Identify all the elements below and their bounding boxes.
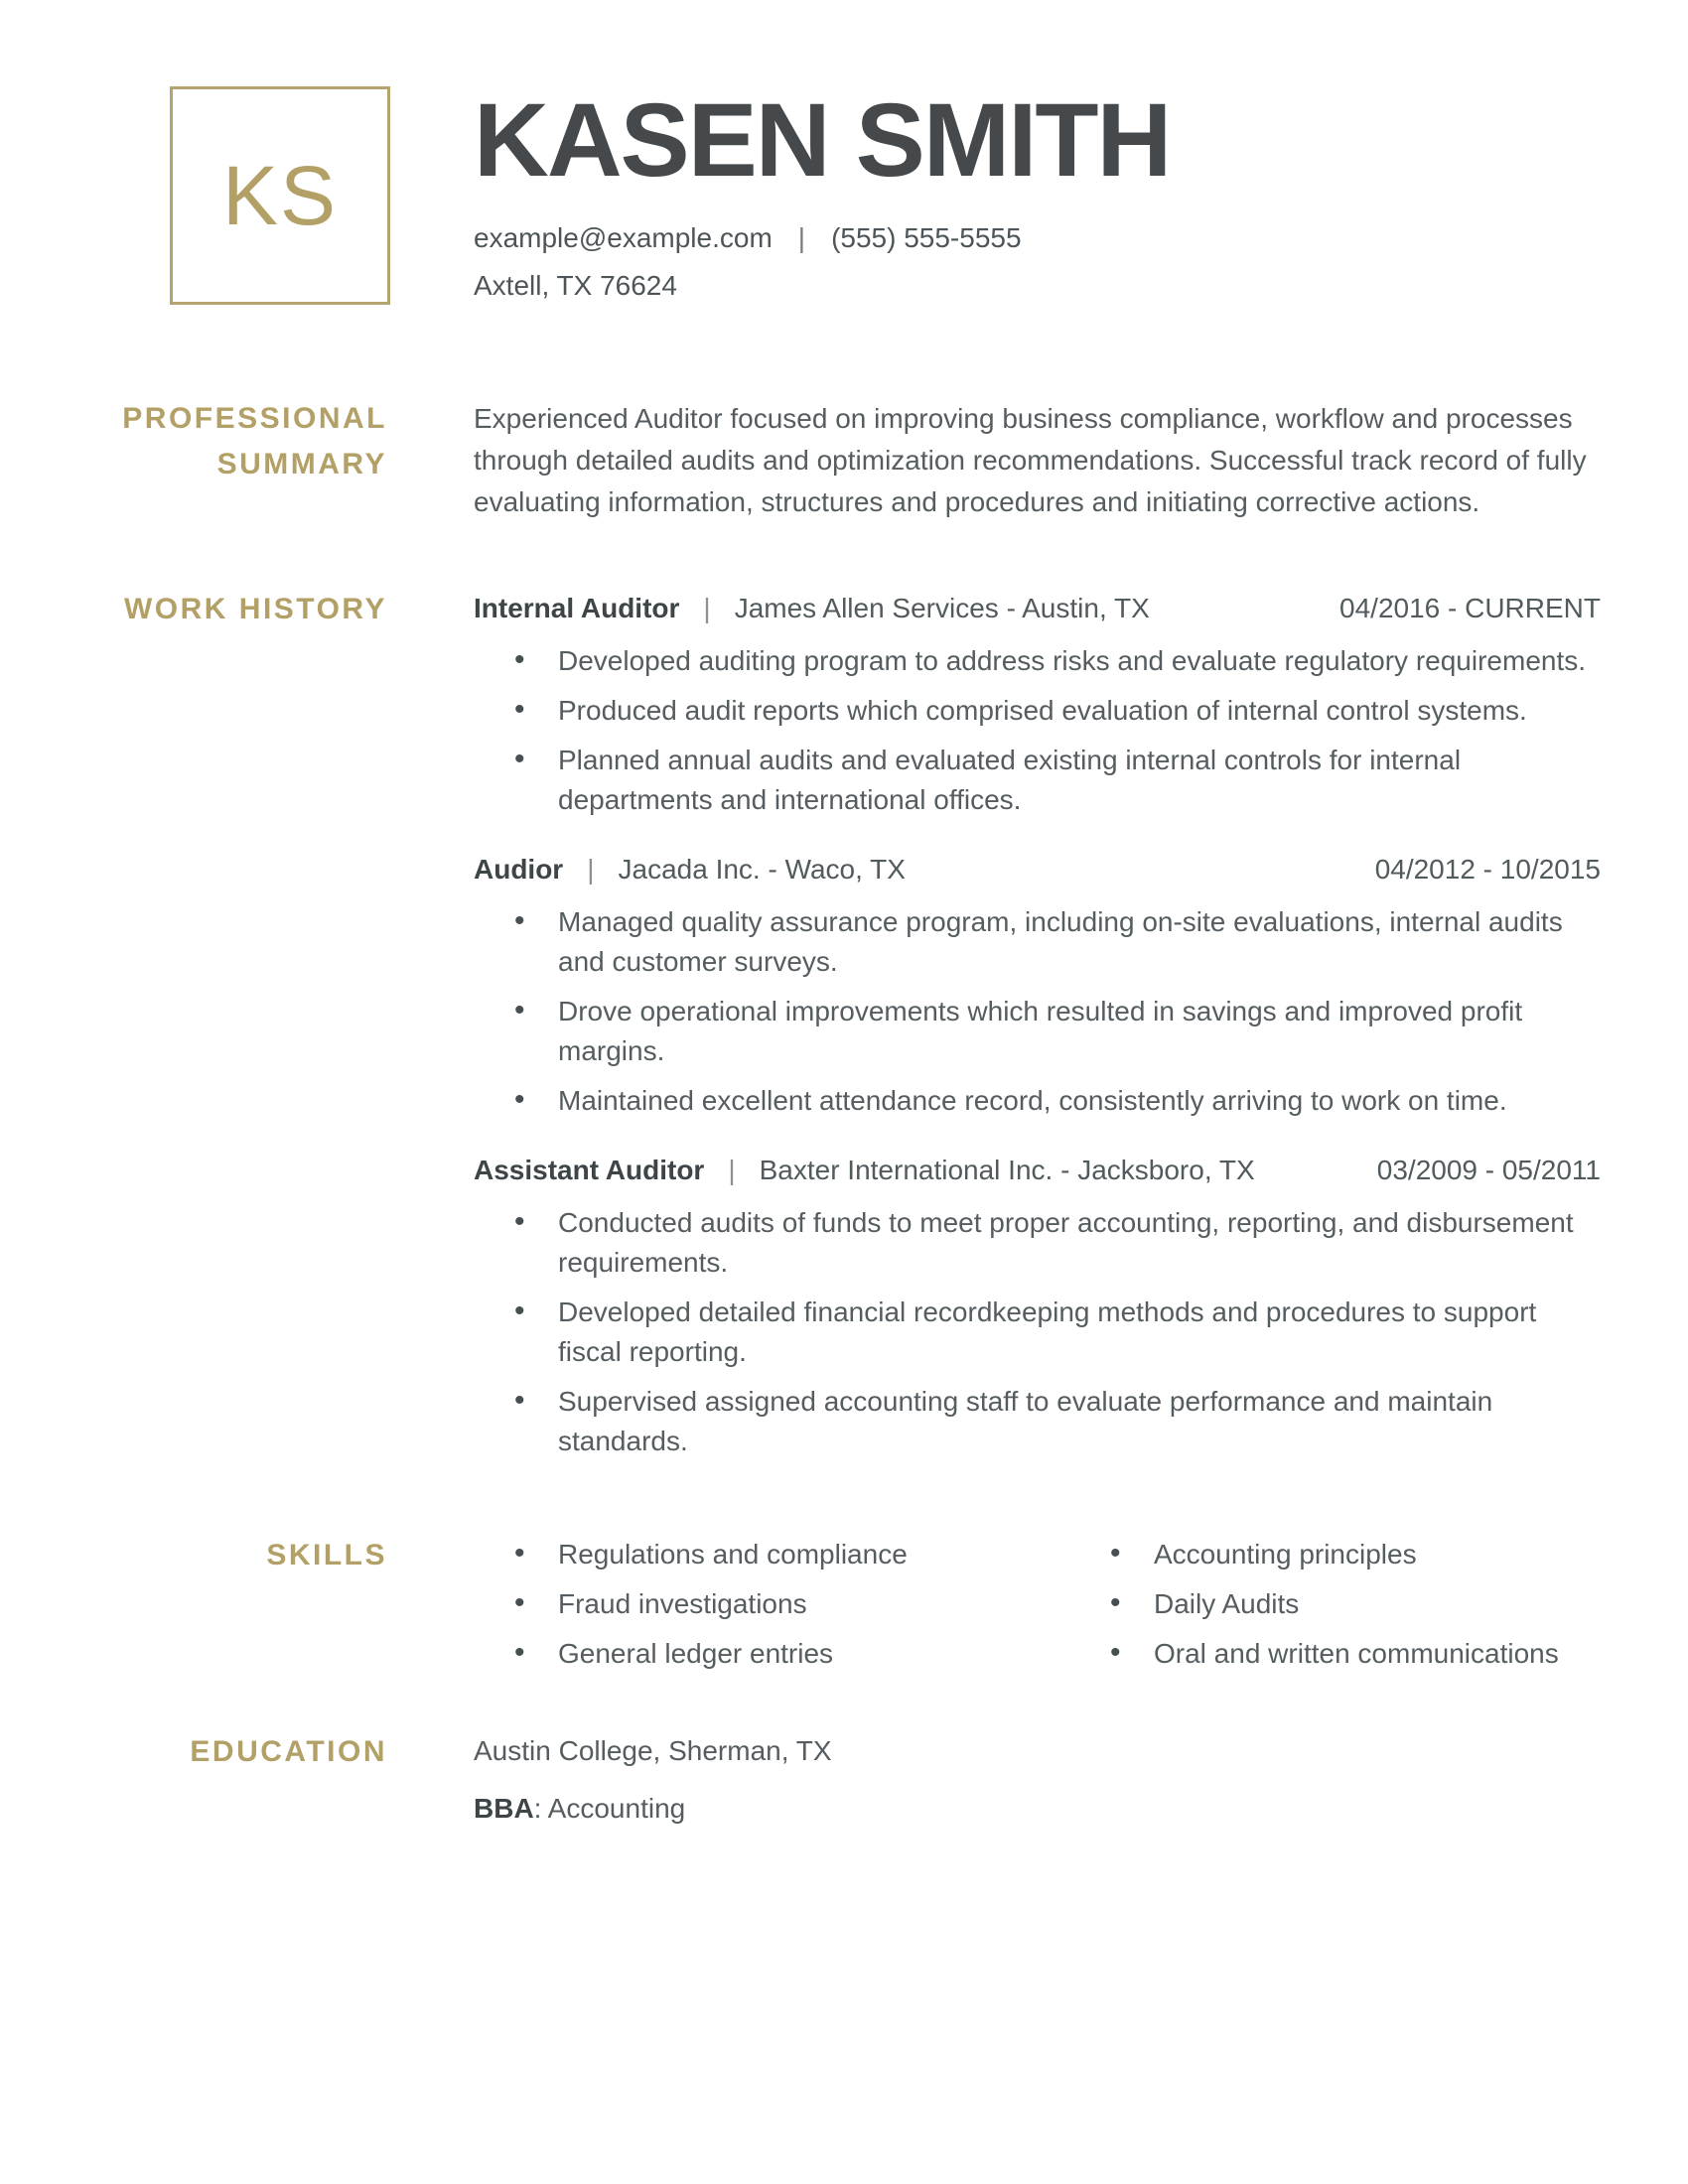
job-company: Jacada Inc. - Waco, TX <box>618 854 906 885</box>
job-bullet: • Developed detailed financial recordkeeping methods and procedures to support fiscal reporting. <box>558 1293 1601 1372</box>
job-heading <box>474 587 1601 629</box>
job-entry <box>474 1149 1601 1461</box>
skills-column-1 <box>474 1535 1069 1684</box>
section-education <box>0 1729 1688 1829</box>
education-degree-field: : Accounting <box>533 1793 686 1824</box>
job-dates: 04/2016 - CURRENT <box>1339 593 1601 623</box>
job-bullet-list <box>474 1203 1601 1461</box>
job-separator: | <box>728 1155 736 1185</box>
section-skills <box>0 1533 1688 1684</box>
skill-item: • Daily Audits <box>1154 1584 1601 1624</box>
summary-label-line2: SUMMARY <box>216 448 387 480</box>
section-label-summary <box>0 396 387 523</box>
skills-column-2 <box>1069 1535 1601 1684</box>
job-dates: 04/2012 - 10/2015 <box>1374 854 1601 885</box>
job-bullet: • Supervised assigned accounting staff to evaluate performance and maintain standards. <box>558 1382 1601 1461</box>
skill-item: • General ledger entries <box>558 1634 1069 1674</box>
section-summary <box>0 396 1688 523</box>
section-work-history <box>0 587 1688 1471</box>
monogram-box <box>170 86 390 305</box>
job-bullet-list <box>474 641 1601 820</box>
contact-email: example@example.com <box>474 222 773 253</box>
job-separator: | <box>703 593 711 623</box>
job-bullet: • Maintained excellent attendance record, consistently arriving to work on time. <box>558 1081 1601 1121</box>
job-entry <box>474 587 1601 820</box>
education-degree-label: BBA <box>474 1793 534 1824</box>
job-dates: 03/2009 - 05/2011 <box>1376 1155 1601 1185</box>
section-label-education: EDUCATION <box>190 1735 387 1768</box>
skills-columns <box>474 1533 1601 1684</box>
job-company: Baxter International Inc. - Jacksboro, TX <box>759 1155 1255 1185</box>
section-label-work-history: WORK HISTORY <box>123 593 387 625</box>
job-heading <box>474 1149 1601 1191</box>
job-heading <box>474 848 1601 890</box>
education-school: Austin College, Sherman, TX <box>474 1735 832 1766</box>
page-title: KASEN SMITH <box>474 82 1171 199</box>
job-bullet: • Planned annual audits and evaluated existing internal controls for internal departments and international offices. <box>558 741 1601 820</box>
job-bullet: • Produced audit reports which comprised evaluation of internal control systems. <box>558 691 1601 731</box>
monogram-initials: KS <box>221 148 339 242</box>
header-text <box>474 82 1171 302</box>
skill-item: • Accounting principles <box>1154 1535 1601 1574</box>
skill-item: • Fraud investigations <box>558 1584 1069 1624</box>
job-bullet: • Developed auditing program to address risks and evaluate regulatory requirements. <box>558 641 1601 681</box>
job-title: Audior <box>474 854 564 885</box>
contact-separator: | <box>797 222 806 253</box>
summary-label-line1: PROFESSIONAL <box>122 402 387 435</box>
education-body <box>474 1729 1601 1829</box>
contact-location: Axtell, TX 76624 <box>474 270 677 301</box>
skill-item: • Regulations and compliance <box>558 1535 1069 1574</box>
contact-phone: (555) 555-5555 <box>831 222 1022 253</box>
job-company: James Allen Services - Austin, TX <box>734 593 1150 623</box>
job-separator: | <box>587 854 595 885</box>
contact-line <box>474 222 1170 254</box>
job-bullet: • Managed quality assurance program, including on-site evaluations, internal audits and customer surveys. <box>558 902 1601 982</box>
education-degree <box>474 1789 1601 1829</box>
job-bullet-list <box>474 902 1601 1121</box>
job-bullet: • Conducted audits of funds to meet proper accounting, reporting, and disbursement requirements. <box>558 1203 1601 1283</box>
work-history-body <box>474 587 1601 1471</box>
job-entry <box>474 848 1601 1121</box>
summary-text: Experienced Auditor focused on improving business compliance, workflow and processes through detailed audits and optimization recommendations. Successful track record of fully evaluating information, structures and procedures and initiating corrective actions. <box>474 403 1587 517</box>
job-bullet: • Drove operational improvements which resulted in savings and improved profit margins. <box>558 992 1601 1071</box>
header <box>0 0 1688 305</box>
job-title: Assistant Auditor <box>474 1155 705 1185</box>
skill-item: • Oral and written communications <box>1154 1634 1601 1674</box>
section-label-skills: SKILLS <box>266 1539 387 1571</box>
job-title: Internal Auditor <box>474 593 680 623</box>
